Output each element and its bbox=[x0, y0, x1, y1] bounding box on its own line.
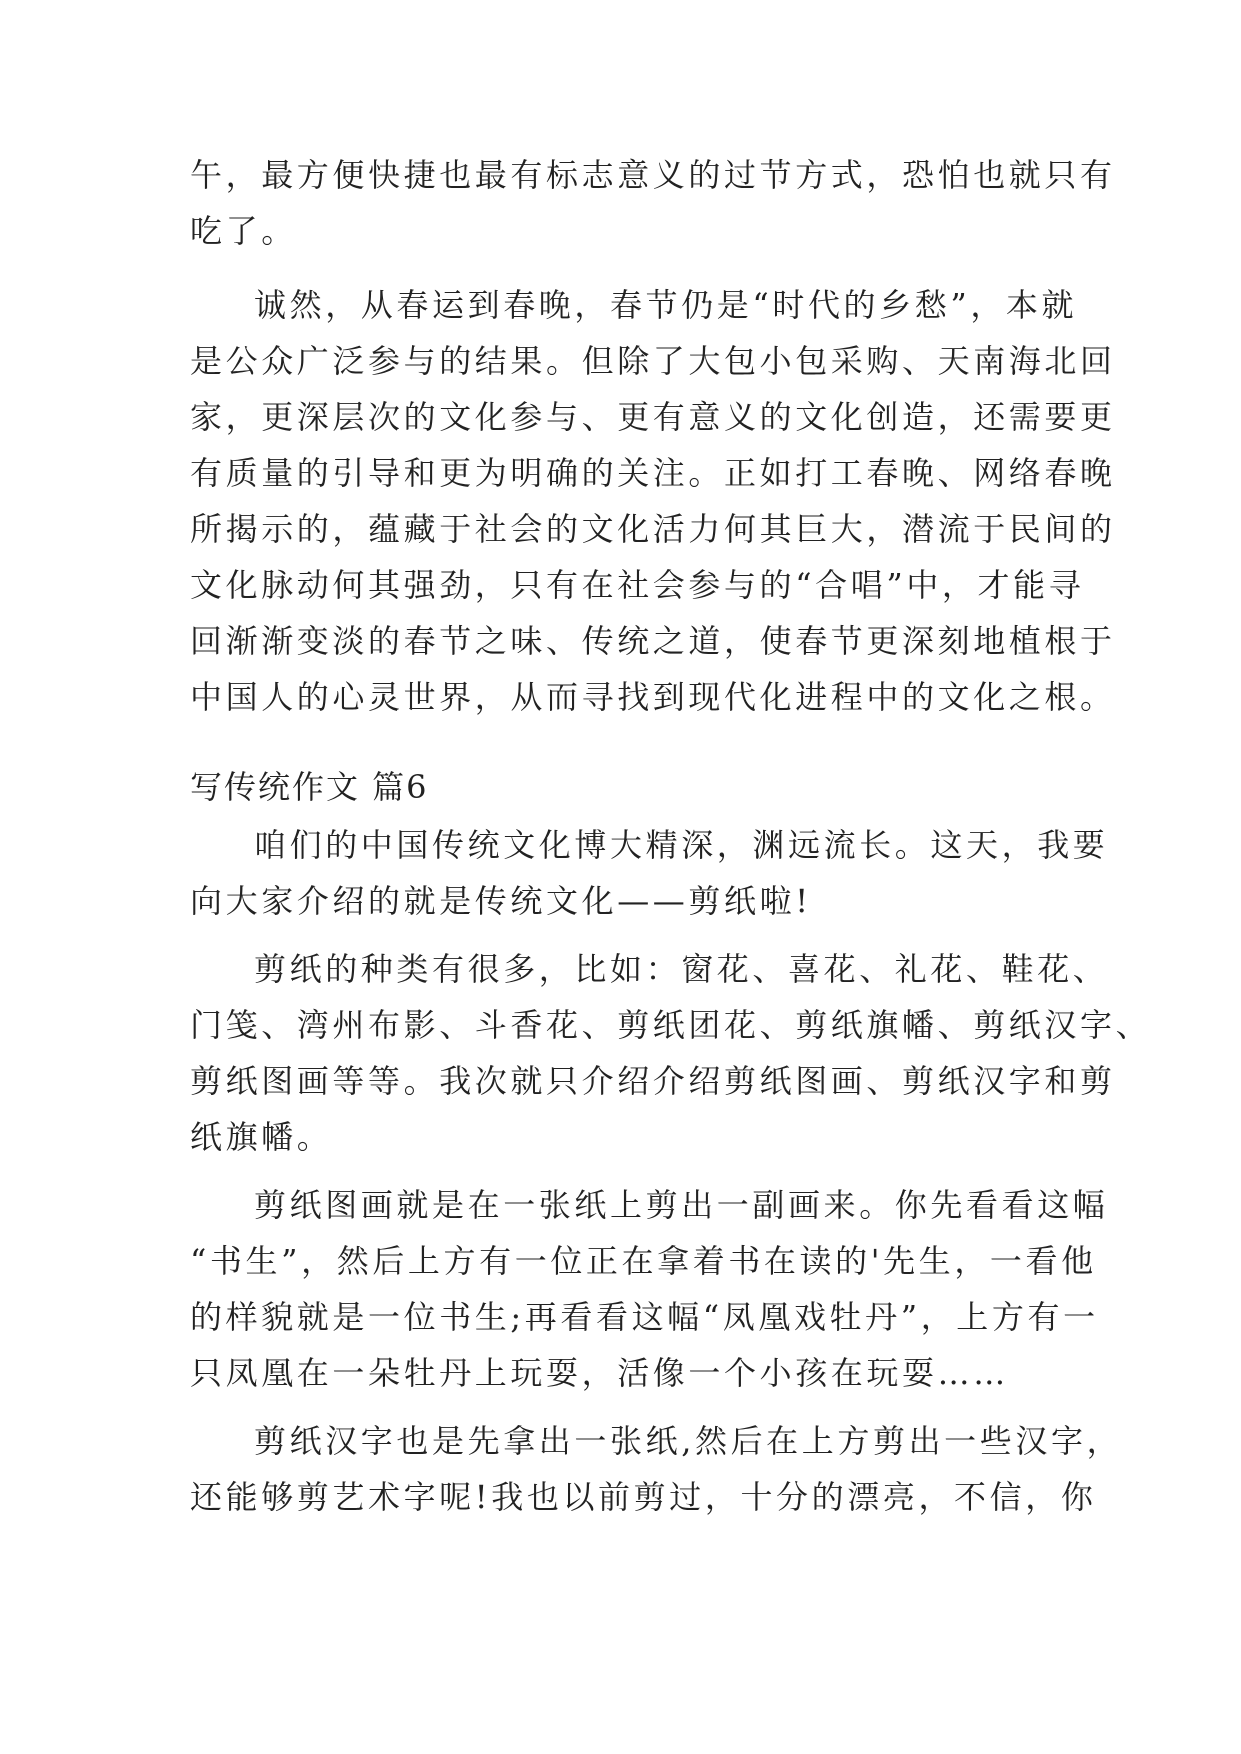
paragraph-line: 回渐渐变淡的春节之味、传统之道，使春节更深刻地植根于 bbox=[190, 622, 1116, 660]
paragraph-line: 是公众广泛参与的结果。但除了大包小包采购、天南海北回 bbox=[190, 342, 1116, 380]
paragraph-line: 的样貌就是一位书生;再看看这幅“凤凰戏牡丹”，上方有一 bbox=[190, 1298, 1099, 1336]
paragraph-line: 吃了。 bbox=[190, 212, 297, 250]
paragraph-line: 纸旗幡。 bbox=[190, 1118, 333, 1156]
paragraph-line: 午，最方便快捷也最有标志意义的过节方式，恐怕也就只有 bbox=[190, 156, 1116, 194]
paragraph-line: “书生”，然后上方有一位正在拿着书在读的'先生，一看他 bbox=[190, 1242, 1097, 1280]
paragraph-line: 还能够剪艺术字呢!我也以前剪过，十分的漂亮，不信，你 bbox=[190, 1478, 1097, 1516]
section-heading: 写传统作文 篇6 bbox=[190, 768, 429, 806]
paragraph-line: 剪纸汉字也是先拿出一张纸,然后在上方剪出一些汉字， bbox=[254, 1422, 1123, 1460]
paragraph-line: 剪纸的种类有很多，比如：窗花、喜花、礼花、鞋花、 bbox=[254, 950, 1109, 988]
paragraph-line: 剪纸图画等等。我次就只介绍介绍剪纸图画、剪纸汉字和剪 bbox=[190, 1062, 1116, 1100]
paragraph-line: 诚然，从春运到春晚，春节仍是“时代的乡愁”，本就 bbox=[254, 286, 1078, 324]
paragraph-line: 家，更深层次的文化参与、更有意义的文化创造，还需要更 bbox=[190, 398, 1116, 436]
paragraph-line: 只凤凰在一朵牡丹上玩耍，活像一个小孩在玩耍…… bbox=[190, 1354, 1009, 1392]
paragraph-line: 所揭示的，蕴藏于社会的文化活力何其巨大，潜流于民间的 bbox=[190, 510, 1116, 548]
paragraph-line: 剪纸图画就是在一张纸上剪出一副画来。你先看看这幅 bbox=[254, 1186, 1109, 1224]
paragraph-line: 文化脉动何其强劲，只有在社会参与的“合唱”中，才能寻 bbox=[190, 566, 1085, 604]
paragraph-line: 咱们的中国传统文化博大精深，渊远流长。这天，我要 bbox=[254, 826, 1109, 864]
paragraph-line: 向大家介绍的就是传统文化——剪纸啦! bbox=[190, 882, 812, 920]
paragraph-line: 门笺、湾州布影、斗香花、剪纸团花、剪纸旗幡、剪纸汉字、 bbox=[190, 1006, 1152, 1044]
paragraph-line: 有质量的引导和更为明确的关注。正如打工春晚、网络春晚 bbox=[190, 454, 1116, 492]
paragraph-line: 中国人的心灵世界，从而寻找到现代化进程中的文化之根。 bbox=[190, 678, 1116, 716]
